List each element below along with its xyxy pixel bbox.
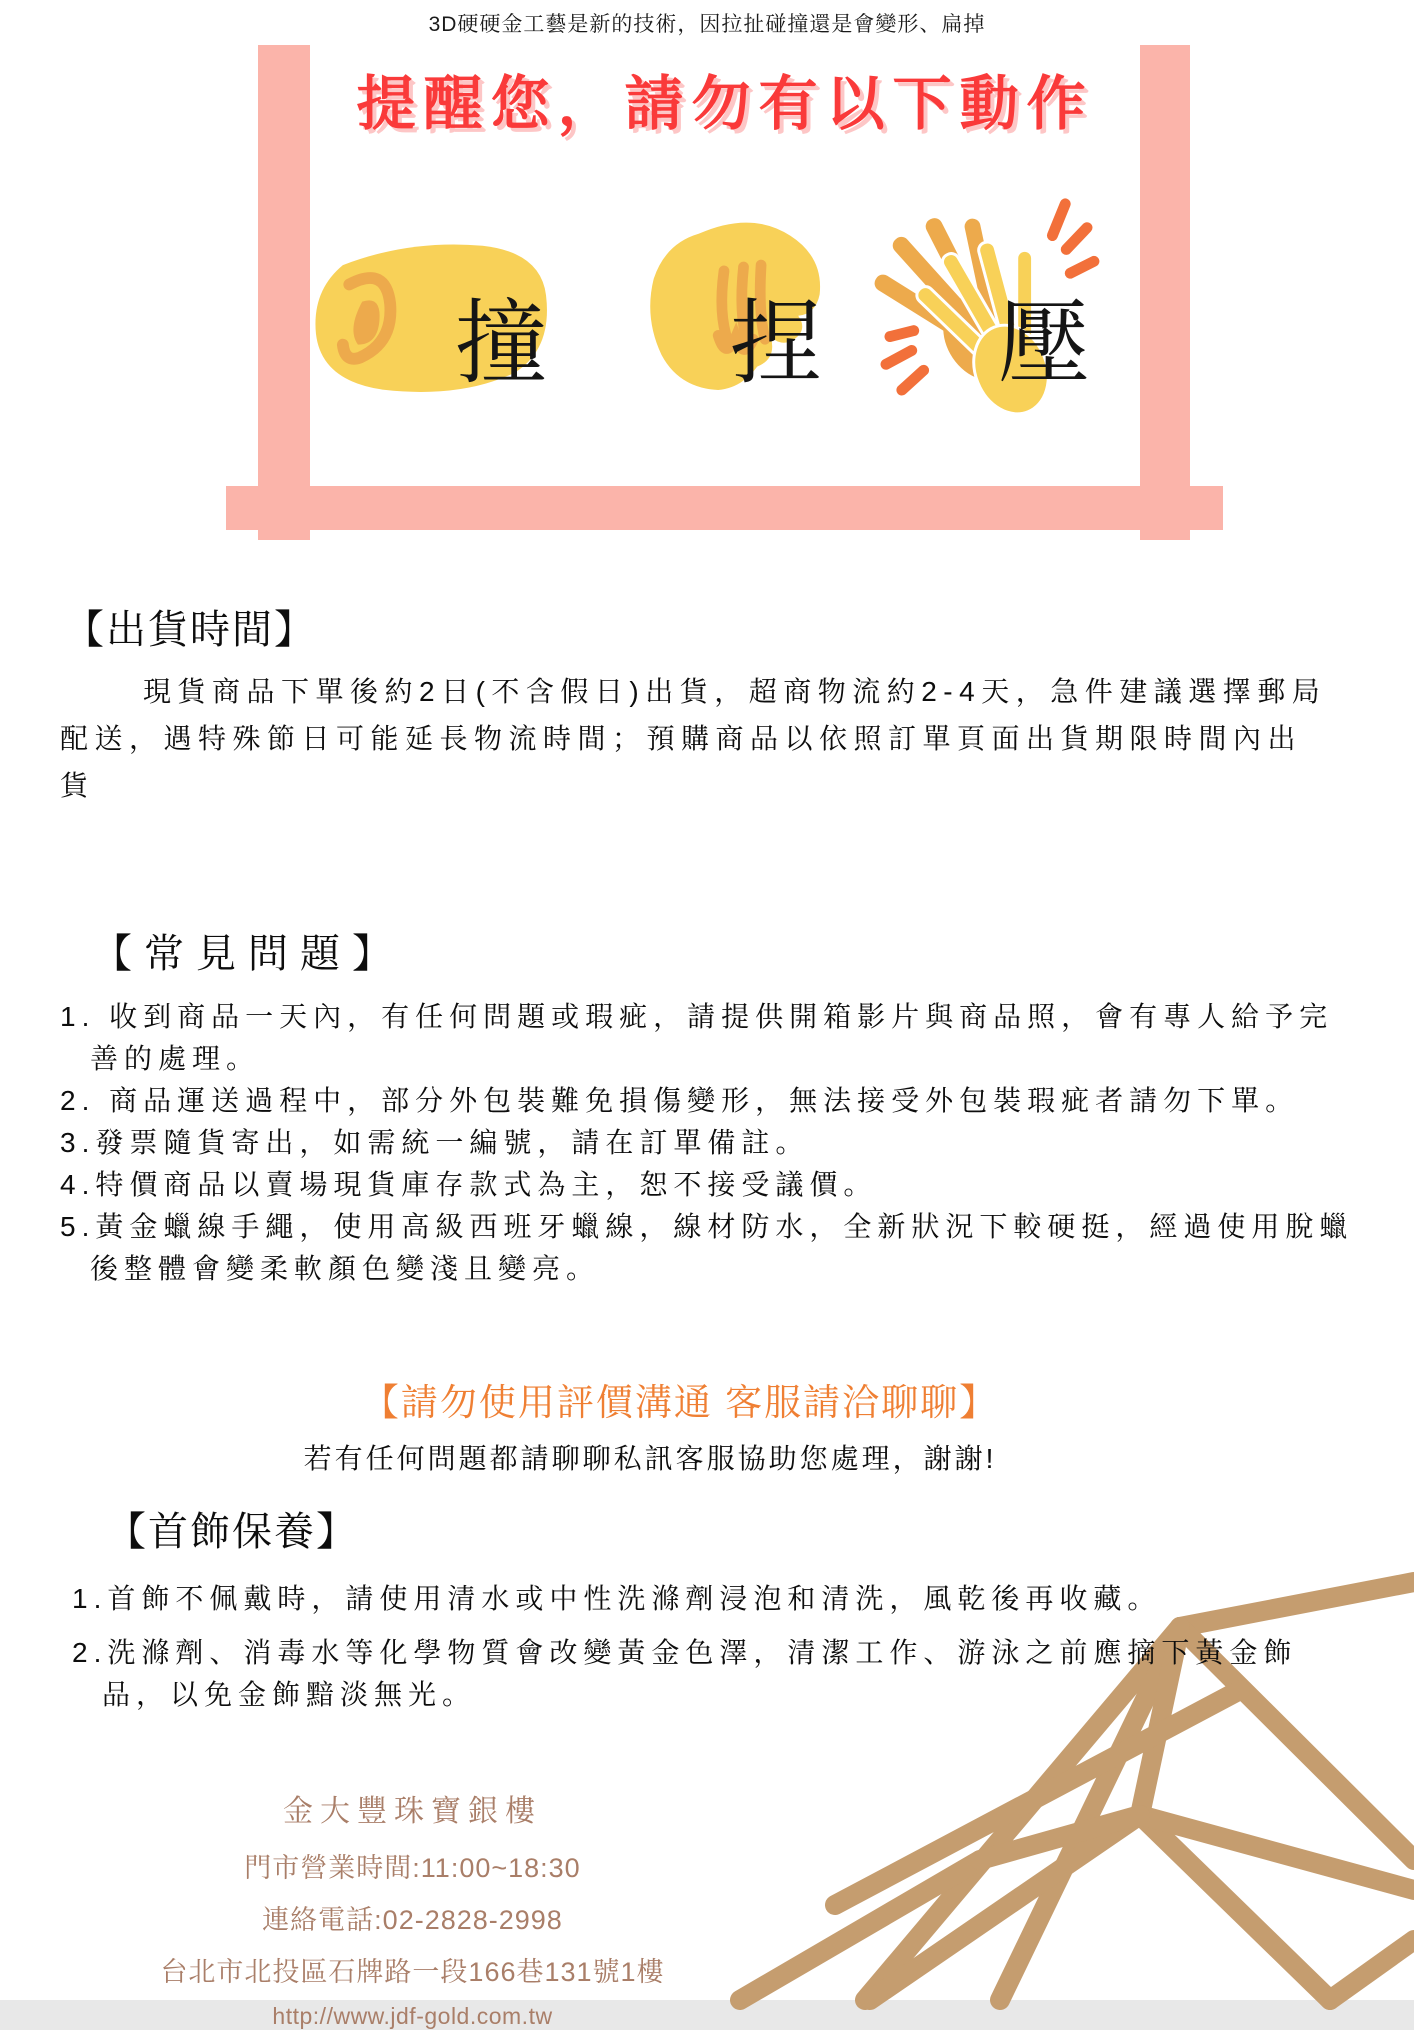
store-info-footer: [150, 1786, 675, 2030]
care-list-item: 2.洗滌劑、消毒水等化學物質會改變黃金色澤，清潔工作、游泳之前應摘下黃金飾品，以免金飾黯淡無光。: [72, 1637, 1298, 1710]
action-label-press: 壓: [998, 293, 1091, 395]
care-section-heading: 【首飾保養】: [106, 1510, 358, 1554]
shipping-section-heading: 【出貨時間】: [64, 608, 316, 652]
website-url: http://www.jdf-gold.com.tw: [272, 2003, 553, 2029]
banner-title: 提醒您，請勿有以下動作: [356, 71, 1094, 137]
faq-section-heading: 【常見問題】: [92, 932, 404, 976]
action-label-bump: 撞: [455, 293, 548, 395]
faq-list-item: 4.特價商品以賣場現貨庫存款式為主，恕不接受議價。: [60, 1169, 878, 1200]
frame-bottom-bar: [226, 486, 1223, 530]
store-address: 台北市北投區石牌路一段166巷131號1樓: [160, 1957, 665, 1987]
faq-list: [60, 996, 1358, 1290]
shipping-section-body: 現貨商品下單後約2日(不含假日)出貨，超商物流約2-4天，急件建議選擇郵局配送，遇特殊節日可能延長物流時間；預購商品以依照訂單頁面出貨期限時間內出貨: [60, 676, 1327, 801]
care-list-item: 1.首飾不佩戴時，請使用清水或中性洗滌劑浸泡和清洗，風乾後再收藏。: [72, 1583, 1162, 1614]
care-list: [72, 1578, 1364, 1728]
faq-list-item: 3.發票隨貨寄出，如需統一編號，請在訂單備註。: [60, 1127, 810, 1158]
faq-list-item: 5.黃金蠟線手繩，使用高級西班牙蠟線，線材防水，全新狀況下較硬挺，經過使用脫蠟後整體會變柔軟顏色變淺且變亮。: [60, 1211, 1354, 1284]
faq-list-item: 2. 商品運送過程中，部分外包裝難免損傷變形，無法接受外包裝瑕疵者請勿下單。: [60, 1085, 1300, 1116]
top-note: 3D硬硬金工藝是新的技術，因拉扯碰撞還是會變形、扁掉: [428, 13, 986, 36]
faq-list-item: 1. 收到商品一天內，有任何問題或瑕疵，請提供開箱影片與商品照，會有專人給予完善的處理。: [60, 1001, 1334, 1074]
store-name: 金大豐珠寶銀樓: [283, 1795, 542, 1828]
notice-note: 若有任何問題都請聊聊私訊客服協助您處理，謝謝!: [303, 1443, 997, 1474]
notice-heading: 【請勿使用評價溝通 客服請洽聊聊】: [361, 1382, 999, 1423]
action-label-pinch: 捏: [730, 293, 823, 395]
phone-number: 連絡電話:02-2828-2998: [262, 1905, 563, 1935]
business-hours: 門市營業時間:11:00~18:30: [244, 1853, 581, 1883]
